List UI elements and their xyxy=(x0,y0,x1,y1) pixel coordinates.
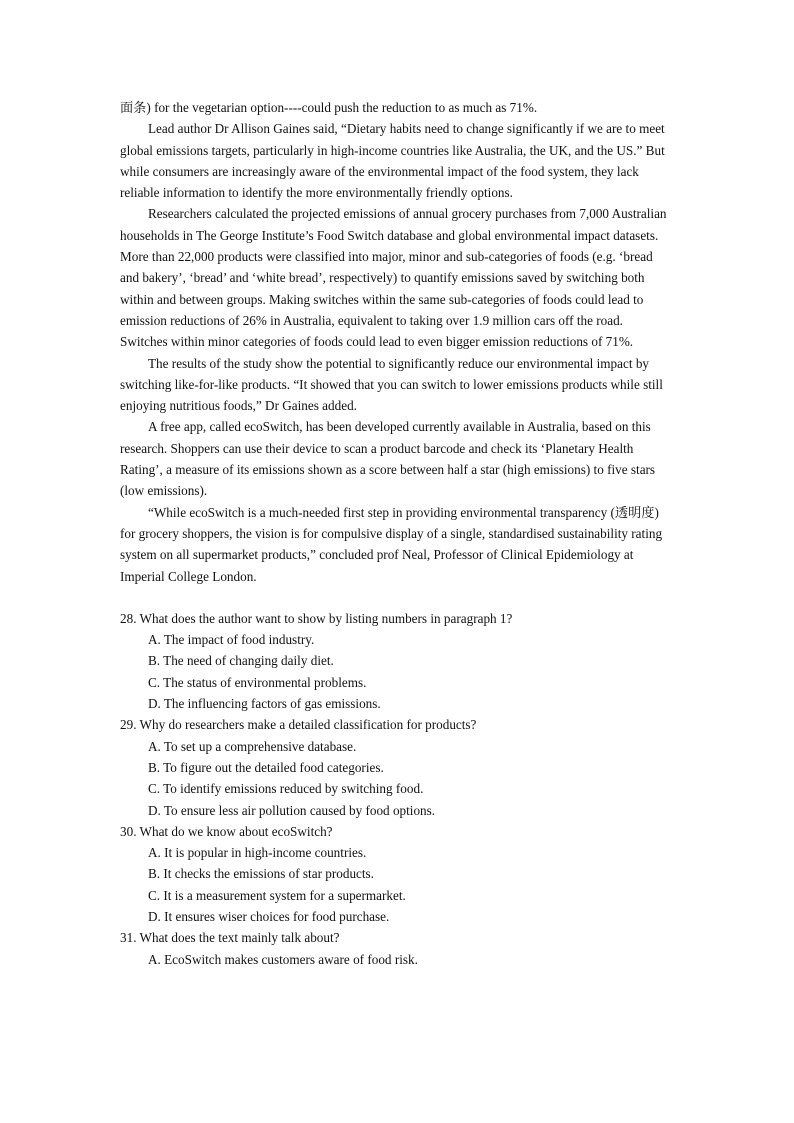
passage xyxy=(120,97,672,587)
answer-option[interactable]: B. The need of changing daily diet. xyxy=(148,653,334,669)
answer-option[interactable]: C. The status of environmental problems. xyxy=(148,674,367,690)
paragraph-research-method: Researchers calculated the projected emissions of annual grocery purchases from 7,000 Australian households in The George Institute’s Food Switch database and global environmental impact datasets. More than 22,000 products were classified into major, minor and sub-categories of foods (e.g. ‘bread and bakery’, ‘bread’ and ‘white bread’, respectively) to quantify emissions saved by switching both within and between groups. Making switches within the same sub-categories of foods could lead to emission reductions of 26% in Australia, equivalent to taking over 1.9 million cars off the road. Switches within minor categories of foods could lead to even bigger emission reductions of 71%. xyxy=(120,206,667,350)
question-28 xyxy=(120,608,672,714)
question-stem: 30. What do we know about ecoSwitch? xyxy=(120,823,333,839)
answer-option[interactable]: A. It is popular in high-income countries. xyxy=(148,845,367,861)
answer-option[interactable]: D. The influencing factors of gas emissions. xyxy=(148,696,381,712)
answer-option[interactable]: A. The impact of food industry. xyxy=(148,632,315,648)
paragraph-neal-conclusion: “While ecoSwitch is a much-needed first step in providing environmental transparency (透明度) for grocery shoppers, the vision is for compulsive display of a single, standardised sustainability rating system on all supermarket products,” concluded prof Neal, Professor of Clinical Epidemiology at Imperial College London. xyxy=(120,504,663,584)
paragraph-continuation: 面条) for the vegetarian option----could push the reduction to as much as 71%. xyxy=(120,100,538,115)
question-stem: 28. What does the author want to show by listing numbers in paragraph 1? xyxy=(120,610,513,626)
answer-option[interactable]: C. To identify emissions reduced by switching food. xyxy=(148,781,424,797)
question-30 xyxy=(120,821,672,927)
document-page xyxy=(120,97,672,970)
question-list xyxy=(120,608,672,970)
answer-option[interactable]: C. It is a measurement system for a supermarket. xyxy=(148,887,406,903)
paragraph-ecoswitch-app: A free app, called ecoSwitch, has been developed currently available in Australia, based on this research. Shoppers can use their device to scan a product barcode and check its ‘Planetary Health Rating’, a measure of its emissions shown as a score between half a star (high emissions) to five stars (low emissions). xyxy=(120,419,656,499)
answer-option[interactable]: A. EcoSwitch makes customers aware of food risk. xyxy=(148,951,418,967)
answer-option[interactable]: D. It ensures wiser choices for food purchase. xyxy=(148,908,390,924)
question-31 xyxy=(120,927,672,970)
answer-option[interactable]: B. To figure out the detailed food categories. xyxy=(148,759,384,775)
question-29 xyxy=(120,714,672,820)
question-stem: 31. What does the text mainly talk about? xyxy=(120,930,340,946)
answer-option[interactable]: D. To ensure less air pollution caused by food options. xyxy=(148,802,436,818)
answer-option[interactable]: B. It checks the emissions of star products. xyxy=(148,866,374,882)
paragraph-study-results: The results of the study show the potential to significantly reduce our environmental impact by switching like-for-like products. “It showed that you can switch to lower emissions products while still enjoying nutritious foods,” Dr Gaines added. xyxy=(120,355,663,414)
question-stem: 29. Why do researchers make a detailed classification for products? xyxy=(120,717,477,733)
paragraph-gaines-quote: Lead author Dr Allison Gaines said, “Dietary habits need to change significantly if we are to meet global emissions targets, particularly in high-income countries like Australia, the UK, and the US.” But while consumers are increasingly aware of the environmental impact of the food system, they lack reliable information to identify the more environmentally friendly options. xyxy=(120,121,665,201)
answer-option[interactable]: A. To set up a comprehensive database. xyxy=(148,738,357,754)
